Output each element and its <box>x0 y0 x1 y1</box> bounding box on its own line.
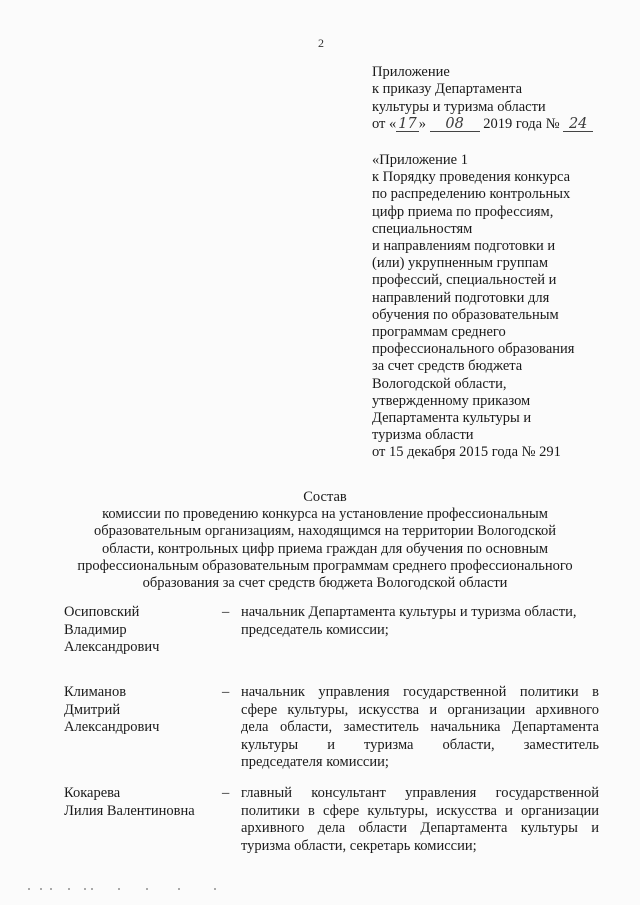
member-name <box>64 604 214 657</box>
member-name <box>64 785 214 820</box>
scan-noise <box>28 888 228 892</box>
page-number: 2 <box>318 36 324 50</box>
member-name-line: Владимир <box>64 621 127 638</box>
appendix1-line: утвержденному приказом <box>372 392 531 409</box>
title-line: образования за счет средств бюджета Вологодской области <box>142 575 508 592</box>
appendix1-line: направлений подготовки для <box>372 289 550 306</box>
member-description-line: дела области, заместитель начальника Департамента <box>241 719 599 736</box>
appendix1-line: туризма области <box>372 427 474 444</box>
appendix1-line: Вологодской области, <box>372 375 507 392</box>
member-description-line: культуры и туризма области, заместитель <box>241 736 599 753</box>
handwritten-day: 17 <box>398 116 417 133</box>
appendix1-line: за счет средств бюджета <box>372 358 523 375</box>
member-name-line: Александрович <box>64 719 160 736</box>
appendix1-line: программам среднего <box>372 324 506 341</box>
member-description <box>241 785 599 855</box>
appendix1-line: от 15 декабря 2015 года № 291 <box>372 444 561 461</box>
member-name-line: Дмитрий <box>64 701 121 718</box>
appendix1-line: и направлениям подготовки и <box>372 238 556 255</box>
date-mid: » <box>418 116 426 133</box>
member-name <box>64 684 214 737</box>
member-description <box>241 604 599 639</box>
handwritten-number: 24 <box>563 117 593 132</box>
appendix1-line: цифр приема по профессиям, <box>372 203 554 220</box>
member-description-line: председателя комиссии; <box>241 754 389 771</box>
appendix1-line: «Приложение 1 <box>372 152 468 168</box>
appendix1-line: специальностям <box>372 220 473 237</box>
title-block <box>40 489 610 592</box>
appendix1-line: Департамента культуры и <box>372 410 532 427</box>
handwritten-month: 08 <box>430 117 480 132</box>
title-line: области, контрольных цифр приема граждан для обучения по основным <box>101 540 549 557</box>
composition-heading: Состав <box>303 489 347 505</box>
member-description-line: политики в сфере культуры, искусства и организации <box>241 802 599 819</box>
appendix-department: культуры и туризма области <box>372 98 546 115</box>
member-description <box>241 684 599 772</box>
member-dash: – <box>222 604 230 620</box>
appendix-header <box>372 64 622 134</box>
member-name-line: Лилия Валентиновна <box>64 802 195 819</box>
appendix1-line: (или) укрупненным группам <box>372 255 549 272</box>
member-description-line: архивного дела области Департамента культуры и <box>241 820 599 837</box>
date-year: 2019 года № <box>483 116 560 133</box>
member-description-line: председатель комиссии; <box>241 621 389 638</box>
member-name-line: Осиповский <box>64 604 140 620</box>
appendix1-line: к Порядку проведения конкурса <box>372 169 571 186</box>
appendix1-line: профессий, специальностей и <box>372 272 557 289</box>
member-name-line: Климанов <box>64 684 127 700</box>
member-description-line: сфере культуры, искусства и организации архивного <box>241 701 599 718</box>
appendix-title: Приложение <box>372 64 450 80</box>
member-dash: – <box>222 785 230 801</box>
title-line: комиссии по проведению конкурса на установление профессиональным <box>102 506 548 523</box>
member-name-line: Кокарева <box>64 785 121 801</box>
date-prefix: от « <box>372 116 397 133</box>
appendix1-line: обучения по образовательным <box>372 306 559 323</box>
member-description-line: начальник управления государственной политики в <box>241 684 599 700</box>
member-description-line: туризма области, секретарь комиссии; <box>241 837 477 854</box>
member-description-line: начальник Департамента культуры и туризма области, <box>241 604 577 620</box>
member-name-line: Александрович <box>64 639 160 656</box>
appendix1-line: профессионального образования <box>372 341 575 358</box>
appendix-order-ref: к приказу Департамента <box>372 81 523 98</box>
title-line: профессиональным образовательным программам среднего профессионального <box>77 557 573 574</box>
appendix-date-line <box>372 116 622 133</box>
member-dash: – <box>222 684 230 700</box>
appendix1-block <box>372 152 612 462</box>
title-line: образовательным организациям, находящимся на территории Вологодской <box>93 523 557 540</box>
appendix1-line: по распределению контрольных <box>372 186 571 203</box>
member-description-line: главный консультант управления государственной <box>241 785 599 801</box>
